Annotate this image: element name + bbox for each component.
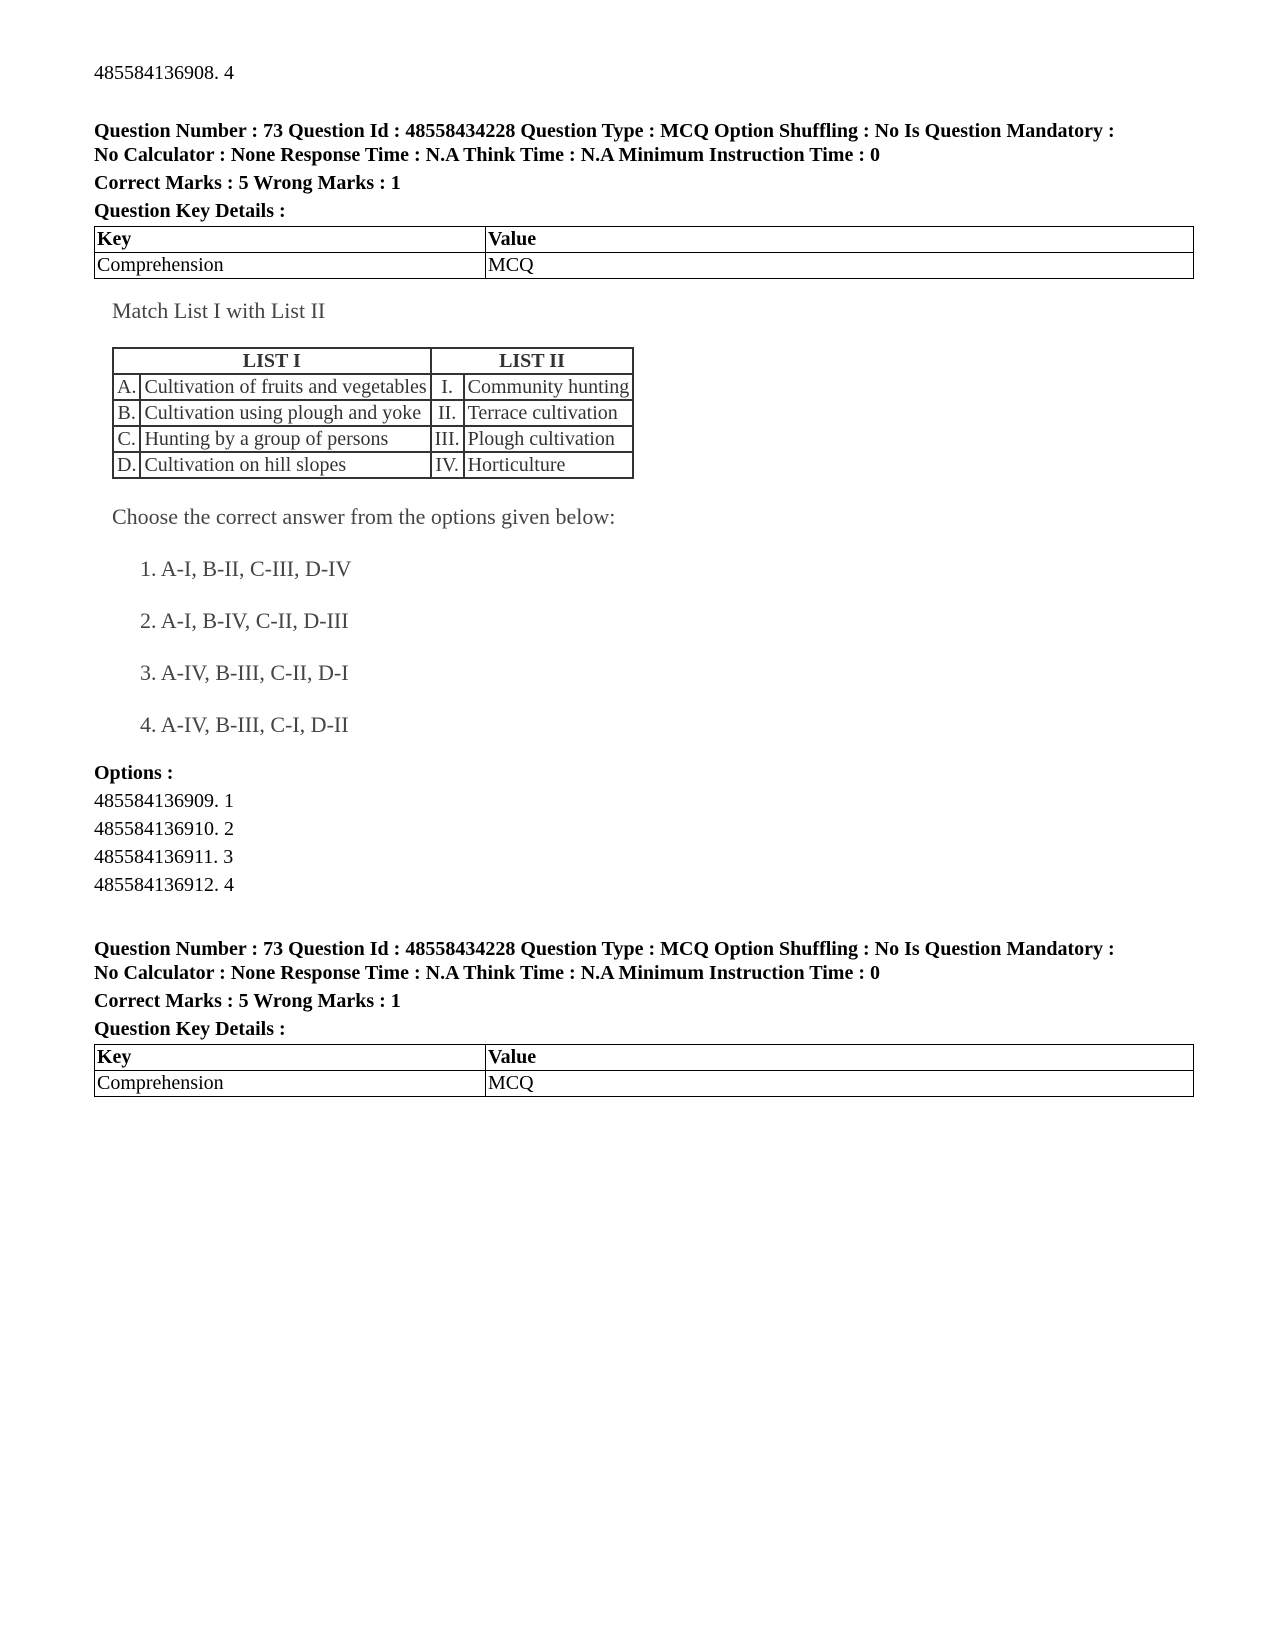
- list1-item: Cultivation using plough and yoke: [140, 400, 430, 426]
- table-header-row: [95, 227, 1194, 253]
- list2-label: IV.: [431, 452, 464, 478]
- key-cell: Comprehension: [95, 253, 486, 279]
- table-header-row: [95, 1045, 1194, 1071]
- list1-label: B.: [113, 400, 140, 426]
- list2-item: Plough cultivation: [464, 426, 634, 452]
- list2-item: Community hunting: [464, 374, 634, 400]
- question-meta-block: [94, 119, 1194, 279]
- answer-choice: 1. A-I, B-II, C-III, D-IV: [140, 556, 352, 581]
- question-meta-line-1: Question Number : 73 Question Id : 48558434228 Question Type : MCQ Option Shuffling : No Is Question Mandatory :: [94, 938, 1115, 960]
- previous-option-line: 485584136908. 4: [94, 62, 234, 84]
- question-meta-block: [94, 937, 1194, 1097]
- question-stem: Match List I with List II: [112, 298, 326, 323]
- key-details-label: Question Key Details :: [94, 1018, 286, 1040]
- answer-choice: 4. A-IV, B-III, C-I, D-II: [140, 712, 349, 737]
- list2-label: III.: [431, 426, 464, 452]
- option-line: 485584136912. 4: [94, 874, 234, 896]
- answer-choice: 2. A-I, B-IV, C-II, D-III: [140, 608, 349, 633]
- list1-item: Hunting by a group of persons: [140, 426, 430, 452]
- value-header: Value: [486, 227, 1194, 253]
- key-header: Key: [95, 227, 486, 253]
- value-header: Value: [486, 1045, 1194, 1071]
- key-header: Key: [95, 1045, 486, 1071]
- question-image: [94, 297, 714, 739]
- key-cell: Comprehension: [95, 1071, 486, 1097]
- key-details-label: Question Key Details :: [94, 200, 286, 222]
- option-line: 485584136909. 1: [94, 790, 234, 812]
- match-header-row: [113, 348, 633, 374]
- value-cell: MCQ: [486, 1071, 1194, 1097]
- key-details-table: [94, 226, 1194, 279]
- match-row: [113, 400, 633, 426]
- question-meta-line-1: Question Number : 73 Question Id : 48558434228 Question Type : MCQ Option Shuffling : No Is Question Mandatory :: [94, 120, 1115, 142]
- list1-label: D.: [113, 452, 140, 478]
- question-meta-line-2: No Calculator : None Response Time : N.A Think Time : N.A Minimum Instruction Time : 0: [94, 144, 880, 166]
- match-row: [113, 374, 633, 400]
- list1-label: A.: [113, 374, 140, 400]
- list2-label: I.: [431, 374, 464, 400]
- match-row: [113, 426, 633, 452]
- choose-instruction: Choose the correct answer from the options given below:: [112, 504, 616, 529]
- list1-item: Cultivation of fruits and vegetables: [140, 374, 430, 400]
- list1-header: LIST I: [113, 348, 431, 374]
- option-line: 485584136911. 3: [94, 846, 234, 868]
- match-list-table: [112, 347, 634, 479]
- question-meta-line-2: No Calculator : None Response Time : N.A Think Time : N.A Minimum Instruction Time : 0: [94, 962, 880, 984]
- table-row: [95, 1071, 1194, 1097]
- list2-item: Terrace cultivation: [464, 400, 634, 426]
- document-page: [94, 0, 1194, 1097]
- option-line: 485584136910. 2: [94, 818, 234, 840]
- options-block: [94, 759, 1194, 899]
- key-details-table: [94, 1044, 1194, 1097]
- marks-line: Correct Marks : 5 Wrong Marks : 1: [94, 990, 401, 1012]
- list1-label: C.: [113, 426, 140, 452]
- list1-item: Cultivation on hill slopes: [140, 452, 430, 478]
- match-row: [113, 452, 633, 478]
- list2-header: LIST II: [431, 348, 634, 374]
- value-cell: MCQ: [486, 253, 1194, 279]
- list2-item: Horticulture: [464, 452, 634, 478]
- list2-label: II.: [431, 400, 464, 426]
- answer-choice: 3. A-IV, B-III, C-II, D-I: [140, 660, 349, 685]
- table-row: [95, 253, 1194, 279]
- marks-line: Correct Marks : 5 Wrong Marks : 1: [94, 172, 401, 194]
- options-label: Options :: [94, 762, 174, 784]
